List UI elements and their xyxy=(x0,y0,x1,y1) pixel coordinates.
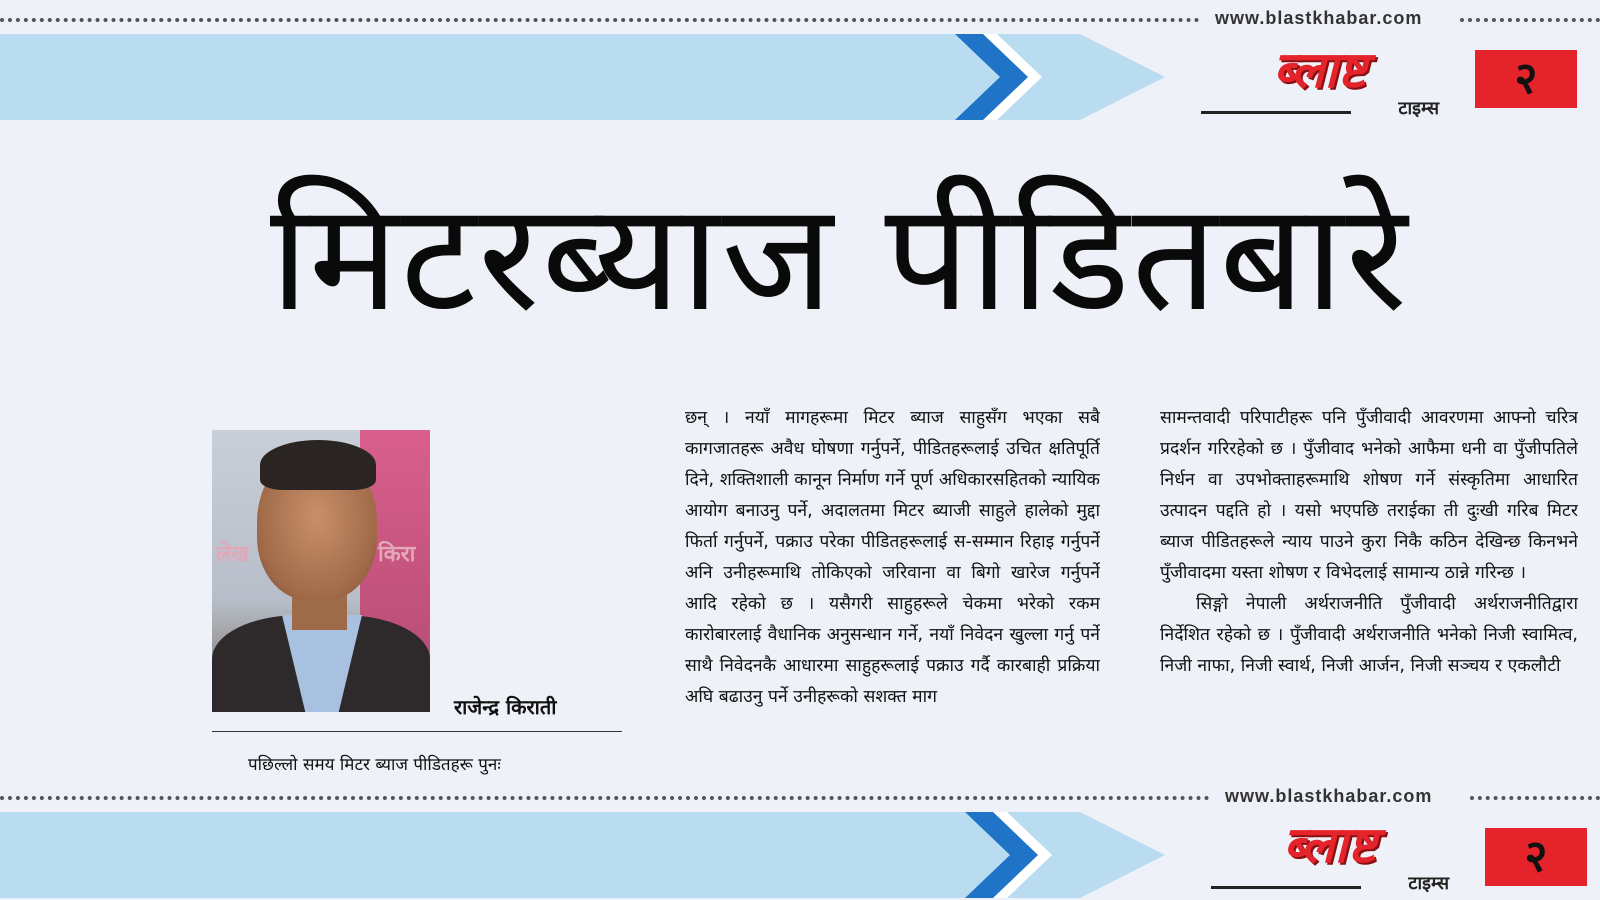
column-2-paragraph-2: सिङ्गो नेपाली अर्थराजनीति पुँजीवादी अर्थराजनीतिद्वारा निर्देशित रहेको छ । पुँजीवादी अर्थराजनीति भनेको निजी स्वामित्व, निजी नाफा, निजी स्वार्थ, निजी आर्जन, निजी सञ्चय र एकलौटी xyxy=(1160,594,1578,676)
chevron-icon xyxy=(955,34,1045,120)
photo-wall-text-right: किरा xyxy=(378,542,416,567)
logo-subtitle: टाइम्स xyxy=(1398,98,1439,119)
footer-logo-word: ब्लाष्ट xyxy=(1283,816,1377,874)
footer-logo-subtitle: टाइम्स xyxy=(1408,873,1449,894)
footer-page-number-badge: २ xyxy=(1485,828,1587,886)
logo-underline xyxy=(1201,111,1351,114)
article-column-2 xyxy=(1160,403,1578,773)
author-photo xyxy=(212,430,430,712)
page-number-badge: २ xyxy=(1475,50,1577,108)
article-column-1 xyxy=(685,403,1100,773)
logo[interactable] xyxy=(1195,40,1445,120)
bottom-dotted-rule-left xyxy=(0,796,1210,800)
author-name: राजेन्द्र किराती xyxy=(454,695,557,719)
headline: मिटरब्याज पीडितबारे xyxy=(270,171,1410,345)
column-1-paragraph: छन् । नयाँ मागहरूमा मिटर ब्याज साहुसँग भएका सबै कागजातहरू अवैध घोषणा गर्नुपर्ने, पीडितहरूलाई उचित क्षतिपूर्ति दिने, शक्तिशाली कानून निर्माण गर्ने पूर्ण अधिकारसहितको न्यायिक आयोग बनाउनु पर्ने, अदालतमा मिटर ब्याजी साहुले हालेको मुद्दा फिर्ता गर्नुपर्ने, पक्राउ परेका पीडितहरूलाई स-सम्मान रिहाइ गर्नुपर्ने अनि उनीहरूमाथि तोकिएको जरिवाना वा बिगो खारेज गर्नुपर्ने आदि रहेको छ । यसैगरी साहुहरूले चेकमा भरेको रकम कारोबारलाई वैधानिक अनुसन्धान गर्ने, नयाँ निवेदन खुल्ला गर्नु पर्ने साथै निवेदनकै आधारमा साहुहरूलाई पक्राउ गर्दै कारबाही प्रक्रिया अघि बढाउनु पर्ने उनीहरूको सशक्त माग xyxy=(685,408,1100,707)
bottom-dotted-rule-right xyxy=(1470,796,1600,800)
column-2-paragraph-1: सामन्तवादी परिपाटीहरू पनि पुँजीवादी आवरणमा आफ्नो चरित्र प्रदर्शन गरिरहेको छ । पुँजीवाद भनेको आफैमा धनी वा पुँजीपतिले निर्धन वा उपभोक्ताहरूमाथि शोषण गर्ने संस्कृतिमा आधारित उत्पादन पद्दति हो । यसो भएपछि तराईका ती दुःखी गरिब मिटर ब्याज पीडितहरूले न्याय पाउने कुरा निकै कठिन देखिन्छ किनभने पुँजीवादमा यस्ता शोषण र विभेदलाई सामान्य ठान्ने गरिन्छ । xyxy=(1160,408,1578,583)
footer-chevron-icon xyxy=(965,812,1055,898)
author-divider xyxy=(212,731,622,732)
logo-word: ब्लाष्ट xyxy=(1273,41,1367,99)
top-dotted-rule-left xyxy=(0,18,1200,22)
site-url-bottom[interactable]: www.blastkhabar.com xyxy=(1225,786,1433,806)
article-intro: पछिल्लो समय मिटर ब्याज पीडितहरू पुनः xyxy=(248,755,501,775)
top-dotted-rule-right xyxy=(1460,18,1600,22)
footer-logo[interactable] xyxy=(1205,815,1455,895)
site-url-top[interactable]: www.blastkhabar.com xyxy=(1215,8,1423,28)
footer-logo-underline xyxy=(1211,886,1361,889)
photo-hair xyxy=(260,440,376,490)
photo-wall-text-left: लेख xyxy=(216,542,249,567)
